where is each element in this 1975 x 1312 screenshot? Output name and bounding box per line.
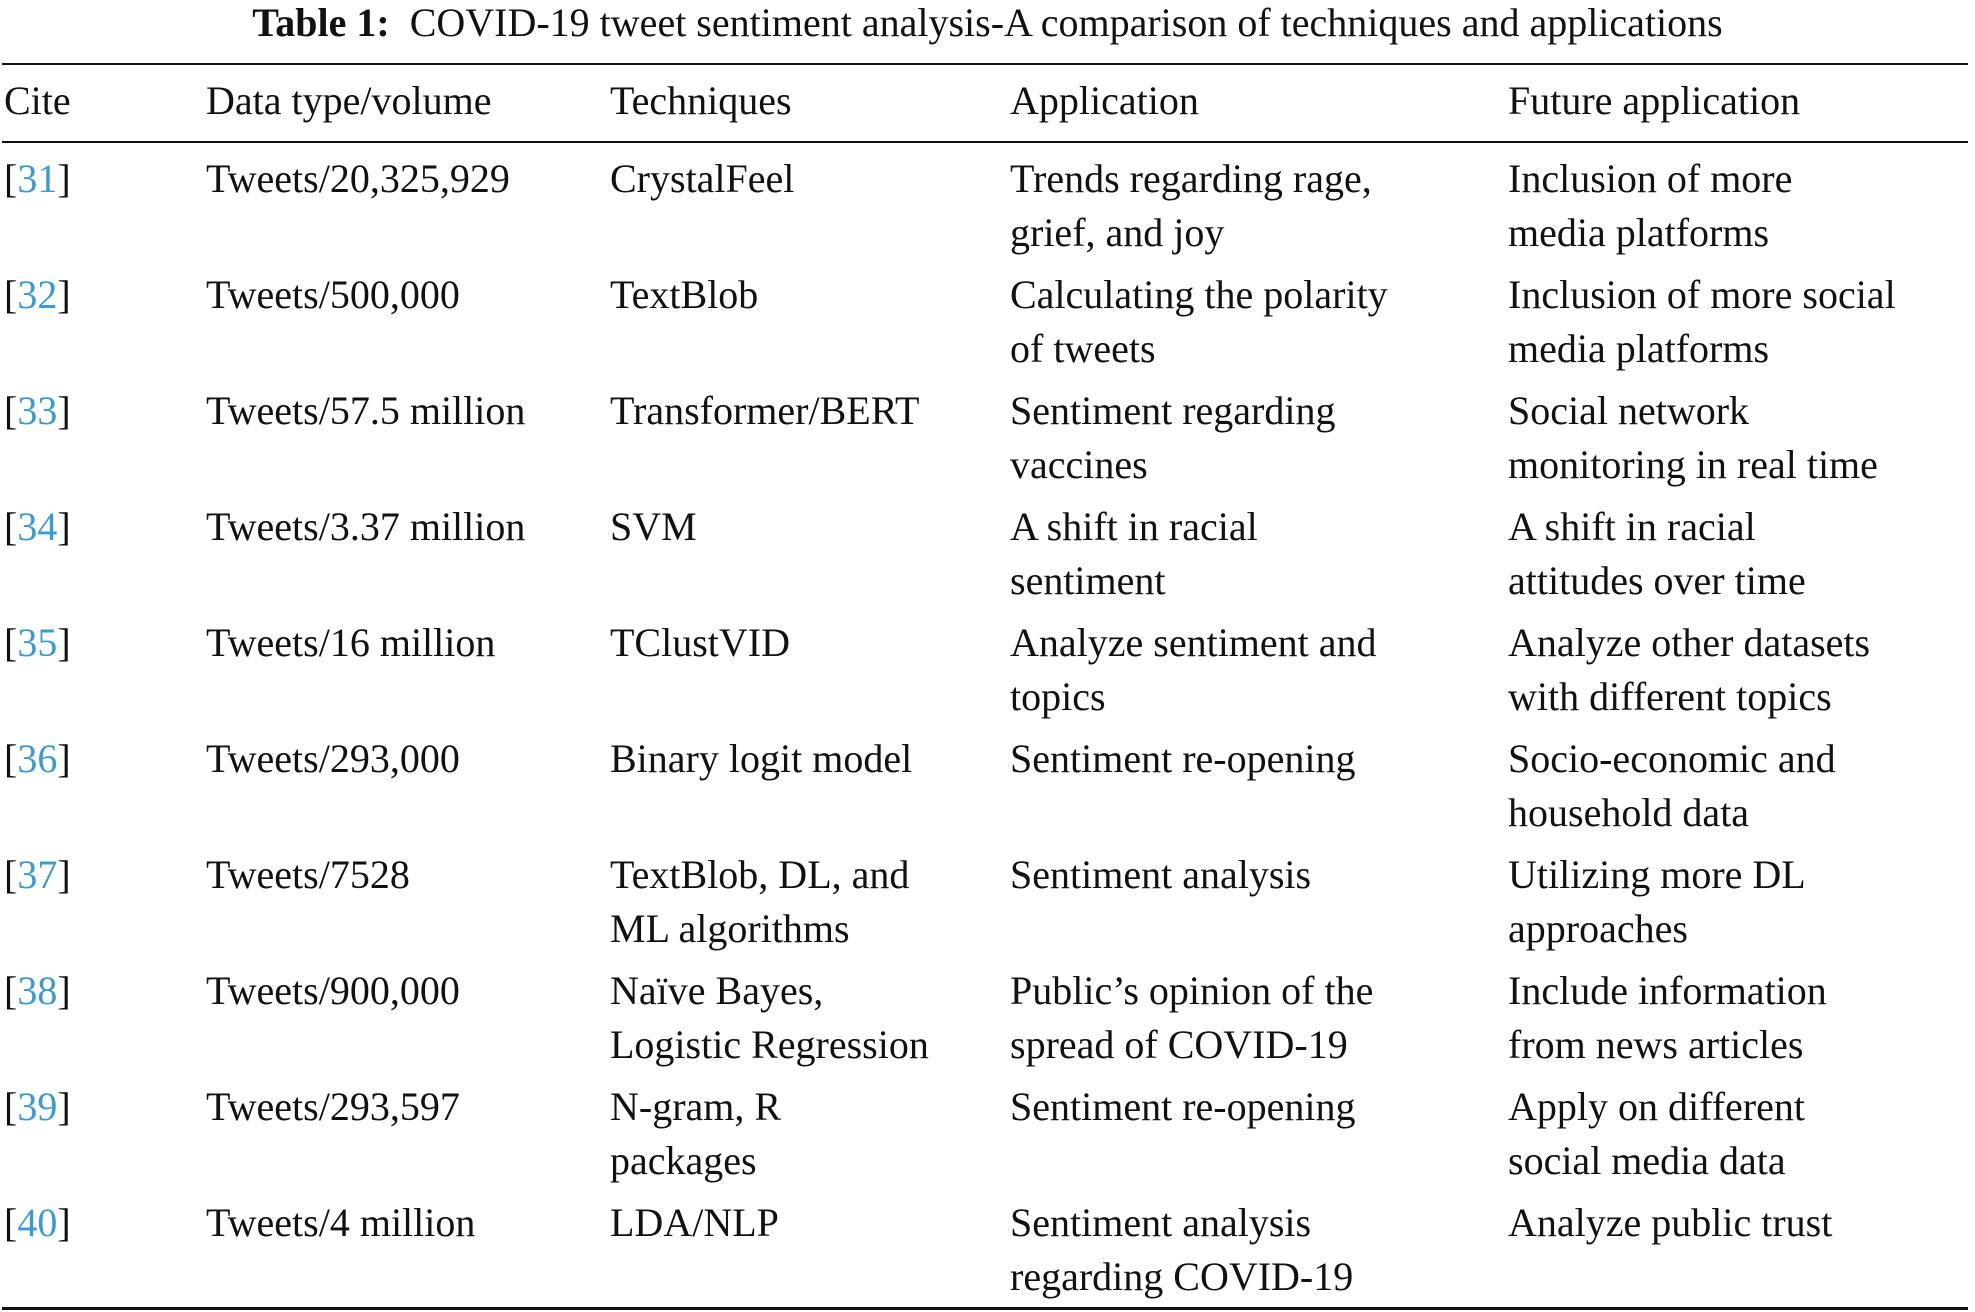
cite-cell: [38] — [4, 968, 71, 1013]
future-application-cell-line: Socio-economic and — [1508, 736, 1836, 781]
application-cell-line: sentiment — [1010, 558, 1166, 603]
citation-link[interactable]: 35 — [17, 620, 58, 665]
techniques-cell — [610, 1196, 779, 1250]
table-row — [0, 1196, 1975, 1312]
data-volume-cell: Tweets/293,000 — [206, 736, 460, 781]
citation-link[interactable]: 40 — [17, 1200, 58, 1245]
techniques-cell-line: Logistic Regression — [610, 1022, 929, 1067]
application-cell-line: Sentiment analysis — [1010, 852, 1312, 897]
future-application-cell — [1508, 152, 1792, 260]
table-bottom-rule — [2, 1307, 1968, 1310]
application-cell-line: vaccines — [1010, 442, 1148, 487]
cite-cell: [37] — [4, 852, 71, 897]
application-cell-line: spread of COVID-19 — [1010, 1022, 1348, 1067]
future-application-cell-line: Inclusion of more social — [1508, 272, 1896, 317]
cite-cell: [31] — [4, 156, 71, 201]
data-volume-cell: Tweets/16 million — [206, 620, 496, 665]
table-header-rule — [2, 141, 1968, 143]
techniques-cell-line: Transformer/BERT — [610, 388, 920, 433]
future-application-cell — [1508, 500, 1806, 608]
cite-cell: [40] — [4, 1200, 71, 1245]
table-row — [0, 1080, 1975, 1196]
application-cell-line: topics — [1010, 674, 1106, 719]
application-cell-line: grief, and joy — [1010, 210, 1225, 255]
application-cell — [1010, 500, 1258, 608]
application-cell-line: Analyze sentiment and — [1010, 620, 1377, 665]
header-techniques: Techniques — [610, 78, 792, 123]
future-application-cell-line: Analyze other datasets — [1508, 620, 1871, 665]
table-row — [0, 268, 1975, 384]
application-cell — [1010, 964, 1373, 1072]
table-row — [0, 848, 1975, 964]
future-application-cell-line: Social network — [1508, 388, 1750, 433]
future-application-cell-line: media platforms — [1508, 210, 1770, 255]
data-volume-cell: Tweets/293,597 — [206, 1084, 460, 1129]
application-cell-line: Trends regarding rage, — [1010, 156, 1372, 201]
data-volume-cell: Tweets/500,000 — [206, 272, 460, 317]
application-cell — [1010, 384, 1335, 492]
techniques-cell — [610, 152, 794, 206]
header-cite: Cite — [4, 78, 71, 123]
future-application-cell-line: Analyze public trust — [1508, 1200, 1833, 1245]
header-data-type-volume: Data type/volume — [206, 78, 492, 123]
table-caption — [0, 0, 1975, 52]
data-volume-cell: Tweets/7528 — [206, 852, 410, 897]
techniques-cell-line: TextBlob — [610, 272, 759, 317]
application-cell — [1010, 268, 1388, 376]
future-application-cell-line: Apply on different — [1508, 1084, 1805, 1129]
data-volume-cell: Tweets/3.37 million — [206, 504, 526, 549]
techniques-cell — [610, 500, 697, 554]
table-header-row — [0, 74, 1975, 134]
future-application-cell-line: household data — [1508, 790, 1750, 835]
application-cell — [1010, 152, 1372, 260]
application-cell — [1010, 848, 1311, 902]
techniques-cell — [610, 964, 929, 1072]
techniques-cell-line: CrystalFeel — [610, 156, 795, 201]
techniques-cell-line: Naïve Bayes, — [610, 968, 824, 1013]
future-application-cell-line: A shift in racial — [1508, 504, 1756, 549]
table-row — [0, 384, 1975, 500]
data-volume-cell: Tweets/20,325,929 — [206, 156, 510, 201]
techniques-cell — [610, 848, 909, 956]
future-application-cell-line: Utilizing more DL — [1508, 852, 1806, 897]
future-application-cell-line: social media data — [1508, 1138, 1786, 1183]
techniques-cell-line: LDA/NLP — [610, 1200, 779, 1245]
application-cell — [1010, 616, 1377, 724]
techniques-cell-line: SVM — [610, 504, 697, 549]
citation-link[interactable]: 38 — [17, 968, 58, 1013]
application-cell-line: of tweets — [1010, 326, 1156, 371]
future-application-cell — [1508, 384, 1878, 492]
future-application-cell-line: media platforms — [1508, 326, 1770, 371]
table-row — [0, 964, 1975, 1080]
table-caption-label: Table 1: — [252, 0, 390, 45]
future-application-cell-line: monitoring in real time — [1508, 442, 1878, 487]
techniques-cell-line: TClustVID — [610, 620, 790, 665]
techniques-cell-line: TextBlob, DL, and — [610, 852, 910, 897]
future-application-cell — [1508, 1196, 1832, 1250]
future-application-cell — [1508, 964, 1827, 1072]
application-cell-line: A shift in racial — [1010, 504, 1258, 549]
citation-link[interactable]: 31 — [17, 156, 58, 201]
application-cell-line: Sentiment regarding — [1010, 388, 1336, 433]
citation-link[interactable]: 33 — [17, 388, 58, 433]
table-caption-text: COVID-19 tweet sentiment analysis-A comparison of techniques and applications — [409, 0, 1723, 45]
techniques-cell — [610, 384, 919, 438]
future-application-cell-line: with different topics — [1508, 674, 1832, 719]
future-application-cell — [1508, 616, 1870, 724]
techniques-cell — [610, 1080, 781, 1188]
future-application-cell — [1508, 268, 1896, 376]
header-application: Application — [1010, 78, 1199, 123]
techniques-cell-line: Binary logit model — [610, 736, 913, 781]
application-cell-line: Calculating the polarity — [1010, 272, 1388, 317]
application-cell — [1010, 1080, 1355, 1134]
cite-cell: [33] — [4, 388, 71, 433]
application-cell-line: Sentiment analysis — [1010, 1200, 1312, 1245]
data-volume-cell: Tweets/900,000 — [206, 968, 460, 1013]
techniques-cell — [610, 268, 758, 322]
techniques-cell-line: ML algorithms — [610, 906, 850, 951]
header-future-application: Future application — [1508, 78, 1801, 123]
future-application-cell-line: Include information — [1508, 968, 1827, 1013]
application-cell-line: regarding COVID-19 — [1010, 1254, 1354, 1299]
cite-cell: [35] — [4, 620, 71, 665]
techniques-cell — [610, 732, 912, 786]
techniques-cell-line: N-gram, R — [610, 1084, 782, 1129]
future-application-cell-line: from news articles — [1508, 1022, 1804, 1067]
citation-link[interactable]: 34 — [17, 504, 58, 549]
table-row — [0, 616, 1975, 732]
table-top-rule — [2, 63, 1968, 65]
cite-cell: [34] — [4, 504, 71, 549]
cite-cell: [36] — [4, 736, 71, 781]
future-application-cell-line: approaches — [1508, 906, 1688, 951]
table-row — [0, 152, 1975, 268]
cite-cell: [39] — [4, 1084, 71, 1129]
citation-link[interactable]: 36 — [17, 736, 58, 781]
application-cell — [1010, 1196, 1353, 1304]
cite-cell: [32] — [4, 272, 71, 317]
data-volume-cell: Tweets/4 million — [206, 1200, 476, 1245]
table-row — [0, 732, 1975, 848]
data-volume-cell: Tweets/57.5 million — [206, 388, 526, 433]
future-application-cell-line: attitudes over time — [1508, 558, 1806, 603]
techniques-cell — [610, 616, 790, 670]
citation-link[interactable]: 32 — [17, 272, 58, 317]
future-application-cell — [1508, 732, 1836, 840]
future-application-cell-line: Inclusion of more — [1508, 156, 1793, 201]
table-row — [0, 500, 1975, 616]
future-application-cell — [1508, 1080, 1805, 1188]
citation-link[interactable]: 37 — [17, 852, 58, 897]
future-application-cell — [1508, 848, 1806, 956]
application-cell-line: Public’s opinion of the — [1010, 968, 1374, 1013]
application-cell-line: Sentiment re-opening — [1010, 736, 1356, 781]
techniques-cell-line: packages — [610, 1138, 757, 1183]
citation-link[interactable]: 39 — [17, 1084, 58, 1129]
application-cell-line: Sentiment re-opening — [1010, 1084, 1356, 1129]
application-cell — [1010, 732, 1355, 786]
